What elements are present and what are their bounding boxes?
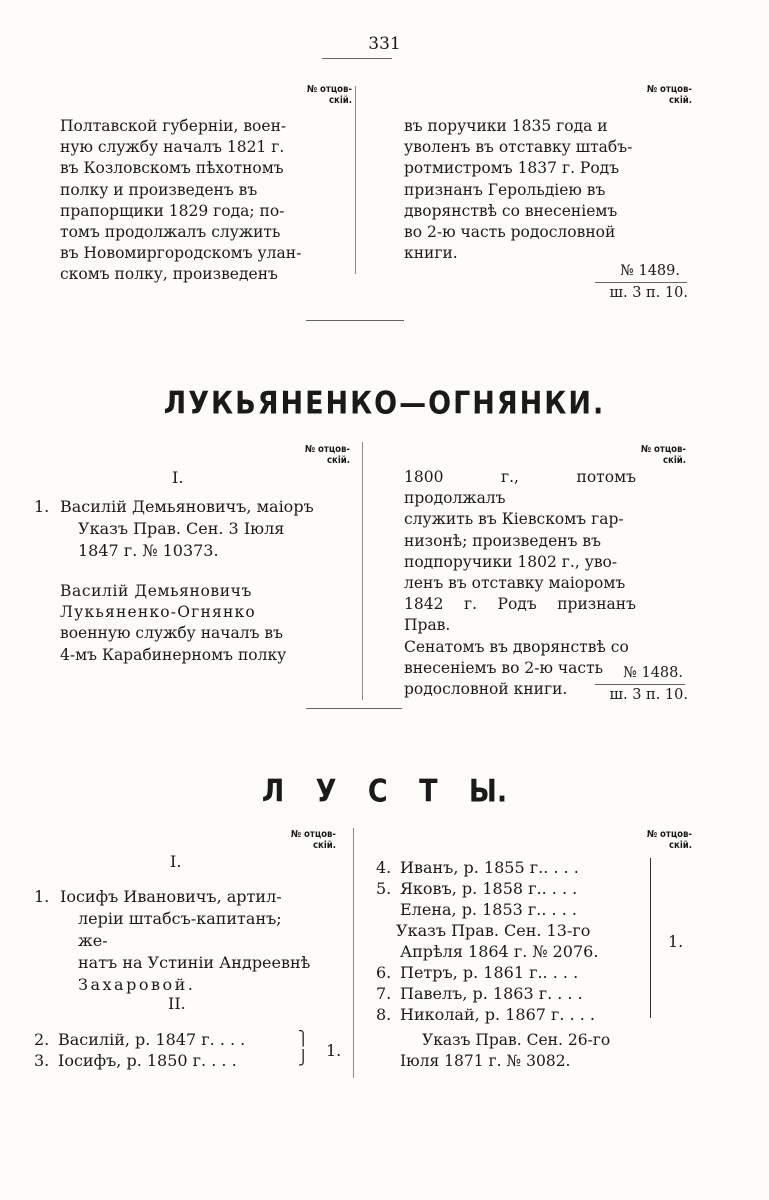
entry-number: 5. — [376, 879, 392, 898]
text-line: 1847 г. № 10373. — [78, 541, 219, 560]
note-line: № отцов- — [290, 829, 336, 840]
person-entry — [34, 886, 314, 996]
entry-number: 7. — [376, 984, 392, 1003]
section-title: ЛУКЬЯНЕНКО—ОГНЯНКИ. — [163, 385, 606, 422]
note-father-left — [290, 444, 350, 466]
note-father-right — [632, 829, 692, 851]
text-line: Указъ Прав. Сен. 3 Іюля — [78, 519, 285, 538]
list-item — [376, 983, 646, 1004]
child-name: Іосифъ, р. 1850 г. . . . — [58, 1051, 237, 1070]
entry-number: 3. — [34, 1051, 50, 1070]
text-line: Василій Демьяновичъ — [60, 582, 252, 600]
divider — [595, 684, 685, 685]
entry-number: 4. — [376, 858, 392, 877]
section-divider — [306, 708, 402, 709]
note-line: № отцов- — [646, 84, 692, 95]
note-line: скій. — [328, 95, 352, 106]
text-line: Іосифъ Ивановичъ, артил- — [60, 887, 282, 906]
text-line: натъ на Устиніи Андреевнѣ — [78, 953, 311, 972]
list-item — [376, 1004, 646, 1025]
note-line: № отцов- — [646, 829, 692, 840]
note-line: № отцов- — [640, 444, 686, 455]
text-line: въ Новомиргородскомъ улан- — [60, 244, 302, 263]
entry-number: 1. — [34, 497, 50, 516]
note-line: скій. — [326, 455, 350, 466]
list-item — [34, 1050, 304, 1071]
list-item — [376, 857, 646, 878]
decree-line: Указъ Прав. Сен. 13-го — [396, 921, 591, 940]
divider — [595, 282, 687, 283]
entry-number: 8. — [376, 1005, 392, 1024]
record-number: № 1489. — [620, 263, 680, 279]
person-entry — [34, 496, 324, 562]
entry-number: 1. — [34, 887, 50, 906]
section-divider — [306, 320, 404, 321]
text-line: книги. — [404, 244, 458, 263]
list-item — [34, 1029, 304, 1050]
section-title: Л У С Т Ы. — [261, 773, 508, 810]
entry-number: 6. — [376, 963, 392, 982]
decree-line: Апрѣля 1864 г. № 2076. — [400, 942, 599, 961]
text-line: 1842 г. Родъ признанъ Прав. — [404, 595, 636, 635]
text-line: Полтавской губерніи, воен- — [60, 117, 287, 135]
generation-heading: I. — [170, 852, 182, 871]
list-item — [376, 941, 646, 962]
column-rule — [355, 86, 356, 274]
note-father-right — [626, 444, 686, 466]
text-line: Захаровой. — [78, 975, 196, 994]
note-father-right — [632, 84, 692, 106]
note-line: скій. — [662, 455, 686, 466]
note-line: № отцов- — [304, 444, 350, 455]
text-line: томъ продолжалъ служить — [60, 223, 281, 242]
note-line: № отцов- — [306, 84, 352, 95]
column-rule — [353, 828, 354, 1078]
child-name: Елена, р. 1853 г.. . . . — [400, 900, 577, 919]
text-line: дворянствѣ со внесеніемъ — [404, 201, 618, 220]
top-right-column — [404, 116, 646, 264]
text-line: служить въ Кіевскомъ гар- — [404, 510, 624, 529]
child-name: Николай, р. 1867 г. . . . — [400, 1005, 595, 1024]
list-item — [376, 899, 646, 920]
father-reference: 1. — [326, 1041, 342, 1060]
text-line: въ поручики 1835 года и — [404, 117, 608, 135]
note-father-left — [276, 829, 336, 851]
page-number: 331 — [368, 34, 401, 54]
text-line: внесеніемъ во 2-ю часть — [404, 658, 604, 677]
text-line: Лукьяненко-Огнянко — [60, 603, 256, 622]
shelf-location: ш. 3 п. 10. — [609, 687, 688, 703]
decree-reference — [400, 1030, 640, 1072]
child-name: Павелъ, р. 1863 г. . . . — [400, 984, 583, 1003]
text-line: низонѣ; произведенъ въ — [404, 531, 601, 550]
children-list-gen2 — [34, 1029, 304, 1071]
text-line: подпоручики 1802 г., уво- — [404, 552, 618, 571]
father-reference: 1. — [668, 932, 684, 951]
text-line: во 2-ю часть родословной — [404, 223, 616, 242]
child-name: Иванъ, р. 1855 г.. . . . — [400, 858, 579, 877]
children-list-gen3 — [376, 857, 646, 1025]
text-line: признанъ Герольдіею въ — [404, 180, 606, 199]
note-line: скій. — [668, 840, 692, 851]
brace — [650, 858, 651, 1018]
text-line: Іюля 1871 г. № 3082. — [400, 1052, 571, 1070]
text-line: леріи штабсъ-капитанъ; же- — [78, 909, 282, 950]
text-line: военную службу началъ въ — [60, 624, 284, 643]
text-line: ную службу началъ 1821 г. — [60, 138, 285, 157]
child-name: Петръ, р. 1861 г.. . . . — [400, 963, 579, 982]
text-line: Сенатомъ въ дворянствѣ со — [404, 637, 629, 656]
text-line: скомъ полку, произведенъ — [60, 265, 278, 284]
child-name: Василій, р. 1847 г. . . . — [58, 1030, 246, 1049]
text-line: въ Козловскомъ пѣхотномъ — [60, 159, 284, 178]
divider — [322, 58, 392, 59]
text-line: Василій Демьяновичъ, маіоръ — [60, 497, 314, 516]
list-item — [376, 920, 646, 941]
text-line: родословной книги. — [404, 680, 568, 699]
text-line: прапорщики 1829 года; по- — [60, 201, 285, 220]
note-line: скій. — [312, 840, 336, 851]
brace: ⎫ ⎭ — [298, 1031, 309, 1066]
shelf-location: ш. 3 п. 10. — [609, 285, 688, 301]
text-line: полку и произведенъ въ — [60, 180, 258, 199]
generation-heading: II. — [168, 994, 186, 1013]
text-line: ленъ въ отставку маіоромъ — [404, 574, 626, 593]
child-name: Яковъ, р. 1858 г.. . . . — [400, 879, 578, 898]
text-line: ротмистромъ 1837 г. Родъ — [404, 159, 620, 178]
bio-left-column — [60, 581, 304, 666]
record-number: № 1488. — [623, 665, 683, 681]
list-item — [376, 878, 646, 899]
list-item — [376, 962, 646, 983]
note-line: скій. — [668, 95, 692, 106]
text-line: 1800 г., потомъ продолжалъ — [404, 468, 636, 508]
text-line: уволенъ въ отставку штабъ- — [404, 138, 633, 157]
top-left-column — [60, 116, 302, 286]
generation-heading: I. — [172, 468, 184, 487]
note-father-left — [292, 84, 352, 106]
text-line: 4-мъ Карабинерномъ полку — [60, 645, 287, 664]
column-rule — [362, 442, 363, 700]
text-line: Указъ Прав. Сен. 26-го — [422, 1031, 611, 1049]
entry-number: 2. — [34, 1030, 50, 1049]
